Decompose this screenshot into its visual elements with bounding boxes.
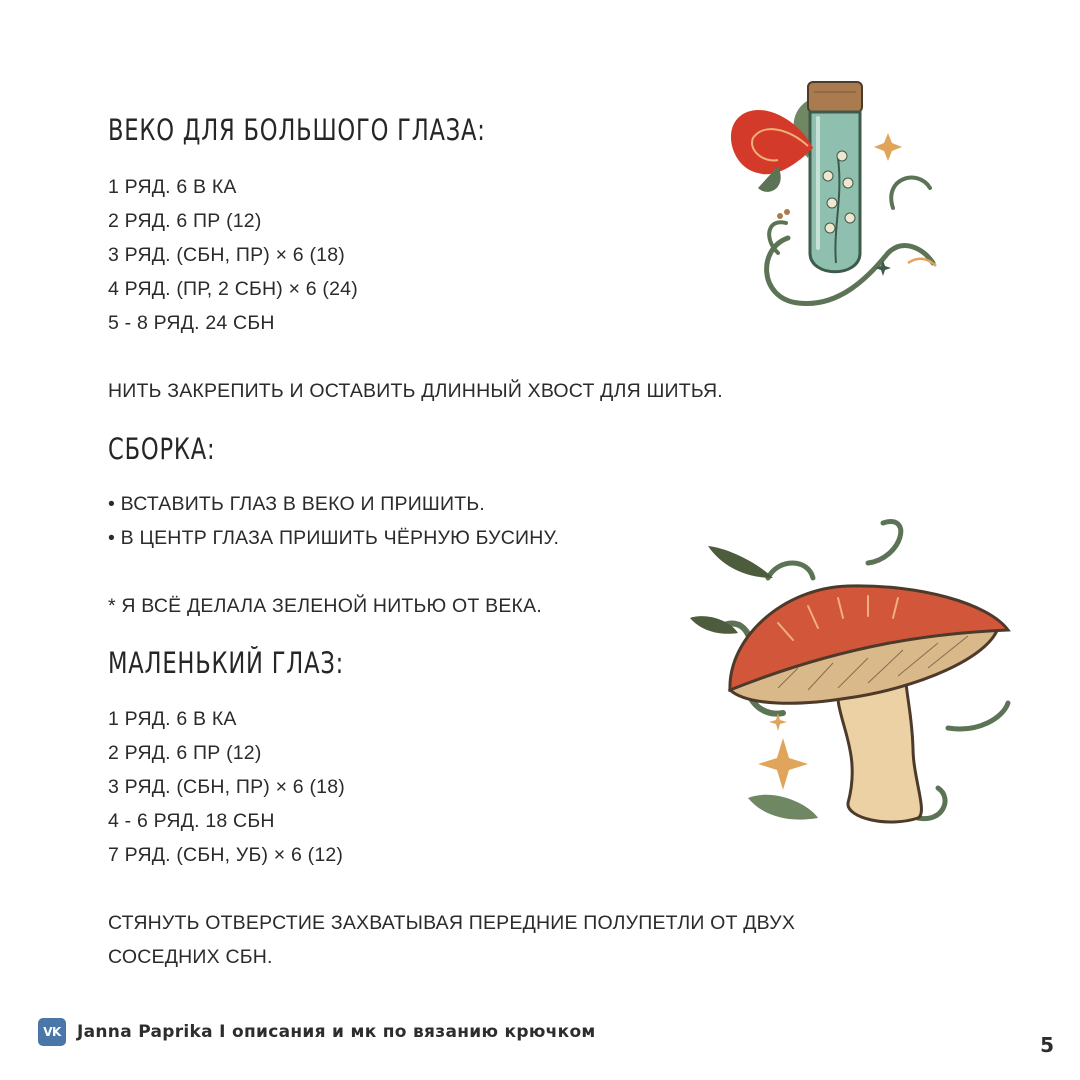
small-eye-row: 2 РЯД. 6 ПР (12) [108,742,262,764]
assembly-bullet: • В ЦЕНТР ГЛАЗА ПРИШИТЬ ЧЁРНУЮ БУСИНУ. [108,527,560,549]
page-number: 5 [1040,1033,1054,1057]
eyelid-row: 1 РЯД. 6 В КА [108,176,237,198]
eyelid-row: 2 РЯД. 6 ПР (12) [108,210,262,232]
glass-vial-with-flowers-icon [718,78,943,313]
vk-logo-icon[interactable]: VK [38,1018,66,1046]
mushroom-icon [688,518,1018,843]
small-eye-row: 7 РЯД. (СБН, УБ) × 6 (12) [108,844,344,866]
eyelid-rows [108,170,358,340]
eyelid-note: НИТЬ ЗАКРЕПИТЬ И ОСТАВИТЬ ДЛИННЫЙ ХВОСТ ДЛЯ ШИТЬЯ. [108,380,723,402]
small-eye-row: 1 РЯД. 6 В КА [108,708,237,730]
eyelid-row: 5 - 8 РЯД. 24 СБН [108,312,275,334]
footer-text: Janna Paprika I описания и мк по вязанию крючком [77,1022,596,1042]
small-eye-title: МАЛЕНЬКИЙ ГЛАЗ: [108,646,345,680]
small-eye-note [108,906,795,974]
eyelid-row: 3 РЯД. (СБН, ПР) × 6 (18) [108,244,345,266]
assembly-bullets [108,487,559,555]
small-eye-rows [108,702,345,872]
small-eye-row: 4 - 6 РЯД. 18 СБН [108,810,275,832]
assembly-note: * Я ВСЁ ДЕЛАЛА ЗЕЛЕНОЙ НИТЬЮ ОТ ВЕКА. [108,595,542,617]
assembly-bullet: • ВСТАВИТЬ ГЛАЗ В ВЕКО И ПРИШИТЬ. [108,493,485,515]
eyelid-title: ВЕКО ДЛЯ БОЛЬШОГО ГЛАЗА: [108,113,486,147]
small-eye-row: 3 РЯД. (СБН, ПР) × 6 (18) [108,776,345,798]
eyelid-row: 4 РЯД. (ПР, 2 СБН) × 6 (24) [108,278,358,300]
footer [38,1018,596,1046]
small-eye-note-line: СОСЕДНИХ СБН. [108,946,273,968]
small-eye-note-line: СТЯНУТЬ ОТВЕРСТИЕ ЗАХВАТЫВАЯ ПЕРЕДНИЕ ПОЛУПЕТЛИ ОТ ДВУХ [108,912,796,934]
assembly-title: СБОРКА: [108,432,216,466]
